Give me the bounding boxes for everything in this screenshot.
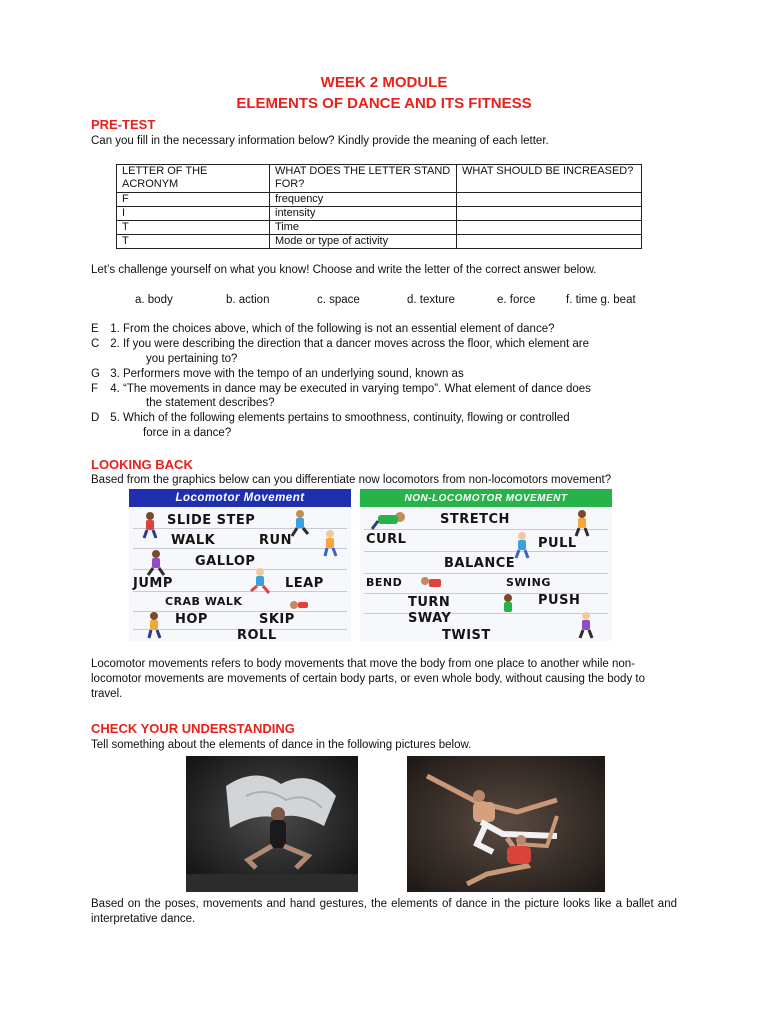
locomotor-explanation: Locomotor movements refers to body movements that move the body from one place to another while non-locomotor movements are movements of certain body parts, or even whole body, without causing the body to travel.	[91, 658, 645, 700]
locomotor-movement-chart	[129, 489, 351, 641]
question-answer: F	[91, 383, 99, 395]
check-understanding-heading: CHECK YOUR UNDERSTANDING	[91, 721, 295, 736]
table-row	[117, 193, 642, 207]
dancer-figure-icon	[574, 611, 598, 639]
table-row	[117, 235, 642, 249]
question-continuation: the statement describes?	[146, 397, 275, 409]
table-cell-letter: I	[117, 207, 270, 221]
dancer-figure-icon	[139, 511, 161, 539]
question-text: 5. Which of the following elements pertains to smoothness, continuity, flowing or controlled	[110, 412, 570, 424]
question-text: 3. Performers move with the tempo of an underlying sound, known as	[110, 368, 464, 380]
question-item	[91, 383, 591, 395]
movement-label: BEND	[366, 576, 403, 589]
question-item	[91, 323, 555, 335]
choice-item: d. texture	[407, 294, 455, 306]
question-item	[91, 368, 464, 380]
question-answer: D	[91, 412, 100, 424]
dancer-figure-icon	[496, 593, 520, 615]
table-header-cell: WHAT DOES THE LETTER STAND FOR?	[270, 165, 457, 193]
movement-label: PUSH	[538, 593, 581, 608]
non-locomotor-movement-chart	[360, 489, 612, 641]
movement-label: SKIP	[259, 612, 295, 627]
table-row	[117, 221, 642, 235]
non-locomotor-chart-title: NON-LOCOMOTOR MOVEMENT	[360, 489, 612, 507]
movement-label: SLIDE STEP	[167, 513, 256, 528]
choice-item: b. action	[226, 294, 270, 306]
table-header-cell: WHAT SHOULD BE INCREASED?	[457, 165, 642, 193]
challenge-instruction: Let’s challenge yourself on what you know! Choose and write the letter of the correct answer below.	[91, 264, 597, 276]
movement-label: LEAP	[285, 576, 324, 591]
movement-label: RUN	[259, 533, 292, 548]
movement-label: CURL	[366, 532, 407, 547]
movement-label: SWING	[506, 576, 551, 589]
table-row	[117, 207, 642, 221]
table-cell-meaning: Time	[270, 221, 457, 235]
movement-label: WALK	[171, 533, 216, 548]
acronym-table	[116, 164, 642, 249]
dancer-figure-icon	[289, 509, 311, 537]
table-header-row	[117, 165, 642, 193]
dancer-photo-ballet	[407, 756, 605, 892]
question-text: 4. “The movements in dance may be executed in varying tempo”. What element of dance does	[110, 383, 591, 395]
table-cell-increase[interactable]	[457, 221, 642, 235]
table-header-cell: LETTER OF THE ACRONYM	[117, 165, 270, 193]
movement-label: HOP	[175, 612, 208, 627]
question-answer: C	[91, 338, 100, 350]
dancer-figure-icon	[570, 509, 594, 537]
movement-label: GALLOP	[195, 554, 256, 569]
question-answer: E	[91, 323, 99, 335]
question-text: 2. If you were describing the direction that a dancer moves across the floor, which element are	[110, 338, 589, 350]
check-instruction: Tell something about the elements of dance in the following pictures below.	[91, 739, 472, 751]
looking-back-instruction: Based from the graphics below can you differentiate now locomotors from non-locomotors movement?	[91, 474, 612, 486]
movement-label: JUMP	[133, 576, 173, 591]
table-cell-increase[interactable]	[457, 207, 642, 221]
pretest-heading: PRE-TEST	[91, 117, 156, 132]
movement-label: TWIST	[442, 628, 491, 641]
table-cell-meaning: intensity	[270, 207, 457, 221]
movement-label: STRETCH	[440, 512, 510, 527]
choice-item: c. space	[317, 294, 360, 306]
dancer-figure-icon	[370, 509, 410, 533]
table-cell-meaning: frequency	[270, 193, 457, 207]
table-cell-increase[interactable]	[457, 193, 642, 207]
dancer-figure-icon	[249, 567, 271, 595]
table-cell-letter: F	[117, 193, 270, 207]
choice-item: e. force	[497, 294, 536, 306]
table-cell-meaning: Mode or type of activity	[270, 235, 457, 249]
table-cell-increase[interactable]	[457, 235, 642, 249]
dancer-figure-icon	[289, 593, 311, 615]
check-answer-paragraph: Based on the poses, movements and hand gestures, the elements of dance in the picture looks like a ballet and interpretative dance.	[91, 898, 677, 925]
module-week-title: WEEK 2 MODULE	[320, 74, 448, 91]
movement-label: BALANCE	[444, 556, 516, 571]
question-answer: G	[91, 368, 100, 380]
movement-label: CRAB WALK	[165, 595, 243, 608]
movement-label: SWAY	[408, 611, 452, 626]
question-item	[91, 338, 589, 350]
dancer-figure-icon	[145, 549, 167, 577]
choice-item: a. body	[135, 294, 173, 306]
movement-label: TURN	[408, 595, 451, 610]
question-item	[91, 412, 570, 424]
choice-item: f. time g. beat	[566, 294, 636, 306]
dancer-figure-icon	[420, 573, 444, 595]
movement-label: PULL	[538, 536, 577, 551]
table-cell-letter: T	[117, 221, 270, 235]
module-main-title: ELEMENTS OF DANCE AND ITS FITNESS	[236, 95, 532, 112]
looking-back-heading: LOOKING BACK	[91, 457, 193, 472]
dancer-figure-icon	[510, 531, 534, 559]
dancer-photo-contemporary	[186, 756, 358, 892]
question-continuation: force in a dance?	[143, 427, 232, 439]
dancer-figure-icon	[319, 529, 341, 557]
dancer-figure-icon	[143, 611, 165, 639]
locomotor-chart-title: Locomotor Movement	[129, 489, 351, 507]
question-text: 1. From the choices above, which of the following is not an essential element of dance?	[110, 323, 555, 335]
movement-label: ROLL	[237, 628, 277, 641]
pretest-instruction: Can you fill in the necessary information below? Kindly provide the meaning of each letter.	[91, 135, 549, 147]
question-continuation: you pertaining to?	[146, 353, 238, 365]
table-cell-letter: T	[117, 235, 270, 249]
